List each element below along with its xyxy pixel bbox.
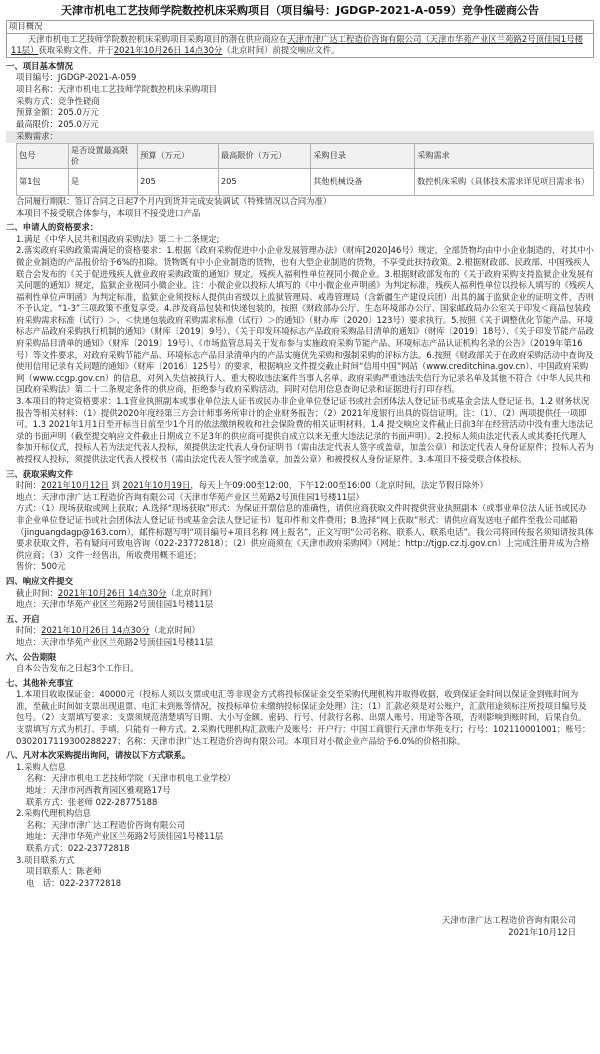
- section-heading-notice-period: 六、公告期限: [6, 651, 57, 662]
- section-heading-opening: 五、开启: [6, 613, 40, 624]
- overview-text: [7, 34, 593, 57]
- submission-deadline: [6, 588, 594, 600]
- overview-deadline: 2021年10月26日 14点30分: [113, 45, 223, 56]
- overview-heading: 项目概况: [7, 21, 593, 34]
- opening-time-value: 2021年10月26日 14点30分: [41, 625, 150, 636]
- purchaser-info-line: 名称：天津市机电工艺技师学院（天津市机电工业学校）: [26, 773, 236, 784]
- obtain-time: [6, 480, 594, 492]
- agency-info-line: 联系方式：022-23772818: [26, 843, 130, 853]
- obtain-time-label: 时间：: [16, 480, 42, 491]
- overview-text-part: 获取采购文件，并于: [38, 45, 114, 56]
- section-heading-basic-info: 一、项目基本情况: [6, 60, 73, 71]
- table-header-cell: 包号: [17, 143, 69, 168]
- table-header-cell: 是否设置最高限价: [68, 143, 137, 168]
- basic-info-line: 项目编号：JGDGP-2021-A-059: [16, 72, 137, 83]
- overview-box: [6, 20, 594, 58]
- section-heading-other-matters: 七、其他补充事宜: [6, 677, 73, 688]
- project-contact-heading: 3.项目联系方式: [16, 854, 75, 865]
- page-title: 天津市机电工艺技师学院数控机床采购项目（项目编号：JGDGP-2021-A-059）竞争性磋商公告: [61, 4, 539, 17]
- agency-heading: 2.采购代理机构信息: [16, 808, 91, 819]
- opening-time-rest: （北京时间）: [149, 625, 200, 636]
- overview-text-part: 天津市机电工艺技师学院数控机床采购项目采购项目的潜在供应商应在: [27, 33, 288, 44]
- submission-deadline-rest: （北京时间）: [166, 587, 217, 598]
- table-header-row: [17, 143, 594, 168]
- document-price: 售价：500元: [16, 561, 66, 572]
- obtain-time-rest: ，每天上午09:00至12:00，下午12:00至16:00（北京时间，法定节假日除外）: [190, 480, 488, 491]
- purchaser-info-line: 联系方式：张老师 022-28775188: [26, 796, 158, 807]
- qualification-paragraph: 1.满足《中华人民共和国政府采购法》第二十二条规定;: [16, 233, 220, 244]
- opening-place: 地点：天津市华苑产业区兰苑路2号顶佳园1号楼11层: [16, 636, 214, 647]
- obtain-start-date: 2021年10月12日: [41, 480, 109, 491]
- table-cell: 是: [68, 168, 137, 195]
- table-cell: 205: [218, 168, 310, 195]
- basic-info-line: 最高限价：205.0万元: [16, 118, 99, 129]
- agency-info-line: 名称：天津市津广达工程造价咨询有限公司: [26, 819, 186, 830]
- purchaser-info-line: 地址：天津市河西教育园区雅观路17号: [26, 785, 171, 796]
- submission-place: 地点：天津市华苑产业区兰苑路2号顶佳园1号楼11层: [16, 599, 214, 610]
- table-cell: 第1包: [17, 168, 69, 195]
- section-heading-qualification: 二、申请人的资格要求：: [6, 222, 99, 233]
- section-heading-obtain-documents: 三、获取采购文件: [6, 468, 73, 479]
- basic-info-line: 预算金额：205.0万元: [16, 107, 99, 118]
- table-cell: 其他机械设备: [311, 168, 415, 195]
- table-row: [17, 168, 594, 195]
- obtain-time-to: 到: [108, 480, 123, 491]
- signature-org: 天津市津广达工程造价咨询有限公司: [442, 915, 576, 926]
- requirement-table: [16, 143, 594, 196]
- table-header-cell: 最高限价（万元）: [218, 143, 310, 168]
- opening-time-label: 时间：: [16, 625, 42, 636]
- submission-deadline-value: 2021年10月26日 14点30分: [57, 587, 167, 598]
- basic-info-line: 采购方式：竞争性磋商: [16, 95, 100, 106]
- table-header-cell: 采购需求: [415, 143, 594, 168]
- opening-time: [6, 625, 594, 637]
- agency-info-line: 地址：天津市华苑产业区兰苑路2号顶佳园1号楼11层: [26, 831, 224, 842]
- project-contact-line: 电 话：022-23772818: [26, 877, 122, 888]
- obtain-end-date: 2021年10月19日: [122, 480, 191, 491]
- notice-period-text: 自本公告发布之日起3个工作日。: [16, 663, 139, 674]
- project-contact-line: 项目联系人：陈老师: [26, 866, 102, 877]
- submission-deadline-label: 截止时间：: [16, 587, 58, 598]
- signature-date: 2021年10月12日: [508, 926, 576, 937]
- section-heading-contact: 八、凡对本次采购提出询问，请按以下方式联系。: [6, 750, 191, 761]
- overview-text-part: （北京时间）前提交响应文件。: [222, 45, 340, 56]
- section-heading-submission: 四、响应文件提交: [6, 575, 73, 586]
- other-matters-text: 1.本项目收取保证金：40000元（投标人须以支票或电汇等非现金方式将投标保证金交至采购代理机构并取得收据，收到保证金时间以保证金到账时间为准，至截止时间如支票出现退票、电汇未到账等情况，按投标单位未缴纳投标保证金处理）注：（1）汇款必须是对公账户，汇款用途须标注所投项目编号及包号。（2）支票填写要求：支票须规范清楚填写日期、大小写金额、密码、行号、付款行名称、出票人账号、用途等各项，否则影响到账时间，后果自负。支票填写方式为机打、手填，只能有一种方式。2.采购代理机构汇款账户及账号：开户行：中国工商银行天津市华苑支行；行号：102110001001；账号：0302017119300288227；名称：天津市津广达工程造价咨询有限公司。本项目对小微企业产品给予6.0%的价格扣除。: [16, 689, 591, 746]
- table-header-cell: 采购目录: [311, 143, 415, 168]
- table-header-cell: 预算（万元）: [138, 143, 219, 168]
- consortium-note: 本项目不接受联合体参与，本项目不接受进口产品: [16, 207, 201, 218]
- signature-block: [6, 915, 594, 938]
- table-cell: 205: [138, 168, 219, 195]
- qualification-paragraph: 3.本项目的特定资格要求：1.1营业执照副本或事业单位法人证书或民办非企业单位登记证书或社会团体法人登记证书或基金会法人登记证书。1.2 财务状况报告等相关材料：（1）提供2020年度经第三方会计师事务所审计的企业财务报告；（2）2021年度银行出具的资信证明。注：（1）、（2）两项提供任一项即可。1.3 2021年1月1日至开标当日前至少1个月的依法缴纳税收和社会保险费的相关证明材料。1.4 提交响应文件截止日前3年在经营活动中没有重大违法记录的书面声明（截至提交响应文件截止日期成立不足3年的供应商可提供自成立以来无重大违法记录的书面声明）。2.投标人须由法定代表人或其委托代理人参加开标仪式，投标人若为法定代表人投标，须提供法定代表人身份证明书（需由法定代表人签字或盖章，加盖公章）和法定代表人身份证原件；投标人若为被授权人投标，须提供法定代表人授权书（需由法定代表人签字或盖章，加盖公章）和被授权人身份证原件。3.本项目不接受联合体投标。: [16, 396, 594, 464]
- table-cell: 数控机床采购（具体技术需求详见项目需求书）: [415, 168, 594, 195]
- obtain-method: 方式：（1）现场获取或网上获取；A.选择“现场获取”形式：为保证开票信息的准确性，请供应商获取文件时提供营业执照副本（或事业单位法人证书或民办非企业单位登记证书或社会团体法人登记证书或基金会法人登记证书）复印件和文件费用；B.选择“网上获取”形式：请供应商发送电子邮件至我公司邮箱（jinguangdagp@163.com），邮件标题写明“项目编号+项目名称 网上报名”，正文写明“公司名称、联系人、联系电话”。我公司将回传报名须知请按具体要求获取文件，若有疑问可致电咨询（022-23772818）；（2）供应商须在《天津市政府采购网》（网址：http://tjgp.cz.tj.gov.cn）上完成注册并成为合格供应商；（3）文件一经售出，所收费用概不退还；: [16, 503, 594, 560]
- purchaser-heading: 1.采购人信息: [16, 761, 66, 772]
- basic-info-line: 项目名称：天津市机电工艺技师学院数控机床采购项目: [16, 83, 217, 94]
- overview-address: 天津市津广达工程造价咨询有限公司（天津市华苑产业区兰苑路2号顶佳园1号楼11层）: [11, 33, 583, 56]
- obtain-place: 地点：天津市津广达工程造价咨询有限公司（天津市华苑产业区兰苑路2号顶佳园1号楼11层）: [16, 491, 364, 502]
- contract-period: 合同履行期限：签订合同之日起7个月内到货并完成安装调试（特殊情况以合同为准）: [16, 195, 332, 206]
- requirement-label: 采购需求：: [6, 131, 594, 143]
- qualification-paragraph: 2.落实政府采购政策需满足的资格要求：1.根据《政府采购促进中小企业发展管理办法》（财库[2020]46号）规定，全部货物均由中小企业制造的，对其中小微企业制造的产品报价给予6%的扣除。货物既有中小企业制造的货物，也有大型企业制造的货物，不享受此扶持政策。2.根据财政部、民政部、中国残疾人联合会发布的《关于促进残疾人就业政府采购政策的通知》规定，残疾人福利性单位视同小微企业。3.根据财政部发布的《关于政府采购支持监狱企业发展有关问题的通知》规定，监狱企业视同小微企业。注：小微企业以投标人填写的《中小微企业声明函》为判定标准，残疾人福利性单位以投标人填写的《残疾人福利性单位声明函》为判定标准，监狱企业须投标人提供由省级以上监狱管理局、戒毒管理局（含新疆生产建设兵团）出具的属于监狱企业的证明文件，否则不予认定。“1-3”三项政策不重复享受。4.涉及商品包装和快递包装的，按照《财政部办公厅、生态环境部办公厅、国家邮政局办公室关于印发＜商品包装政府采购需求标准（试行）＞、＜快递包装政府采购需求标准（试行）＞的通知》（财办库〔2020〕123号）要求执行。5.按照《关于调整优化节能产品、环境标志产品政府采购执行机制的通知》（财库〔2019〕9号）、《关于印发环境标志产品政府采购品目清单的通知》（财库〔2019〕18号）、《关于印发节能产品政府采购品目清单的通知》（财库〔2019〕19号）、《市场监管总局关于发布参与实施政府采购节能产品、环境标志产品认证机构名录的公告》（2019年第16号）等文件要求，对政府采购节能产品、环境标志产品目录清单内的产品实施优先采购和强制采购的评标方法。6.按照《财政部关于在政府采购活动中查询及使用信用记录有关问题的通知》（财库〔2016〕125号）的要求，根据响应文件提交截止时间“信用中国”网站（www.creditchina.gov.cn）、中国政府采购网（www.ccgp.gov.cn）的信息，对列入失信被执行人、重大税收违法案件当事人名单、政府采购严重违法失信行为记录名单及其他不符合《中华人民共和国政府采购法》第二十二条规定条件的供应商，拒绝参与政府采购活动，同时对信用信息查询记录和证据进行打印存档。: [16, 245, 594, 395]
